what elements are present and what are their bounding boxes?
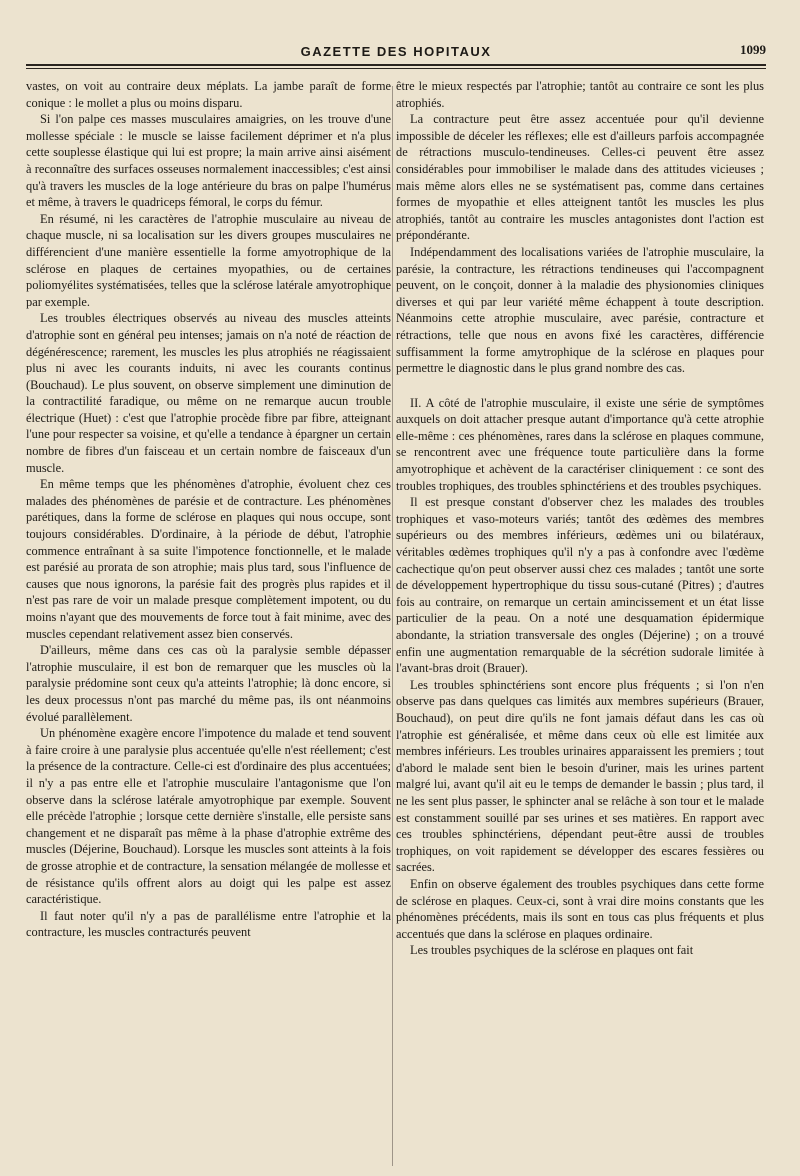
paragraph: Indépendamment des localisations variées de l'atrophie musculaire, la parésie, la contracture, les rétractions tendineuses qui l'accompagnent peuvent, on le conçoit, donner à la maladie des physionomies cliniques diverses et qui par leur variété même échappent à toute description. Néanmoins cette atrophie musculaire, avec parésie, contracture et rétractions, telle que nous en avons fixé les caractères, différencie suffisamment la forme amytrophique de la sclérose en plaques pour permettre le diagnostic dans le plus grand nombre des cas. xyxy=(396,244,764,376)
paragraph: vastes, on voit au contraire deux méplats. La jambe paraît de forme conique : le mollet a plus ou moins disparu. xyxy=(26,79,391,110)
section-paragraph: II. A côté de l'atrophie musculaire, il existe une série de symptômes auxquels on doit attacher presque autant d'importance qu'à cette atrophie elle-même : ces phénomènes, rares dans la sclérose en plaques commune, se rencontrent avec une fréquence toute particulière dans la forme amyotrophique et achèvent de la caractériser cliniquement : ce sont des troubles trophiques, des troubles sphinctériens et des troubles psychiques. xyxy=(396,395,764,493)
paragraph: En même temps que les phénomènes d'atrophie, évoluent chez ces malades des phénomènes de parésie et de contracture. Les phénomènes parétiques, dans la forme de sclérose en plaques qui nous occupe, sont toujours considérables. D'ordinaire, à la période de début, l'atrophie commence entraînant à sa suite l'impotence fonctionnelle, et le malade est parésié au prorata de son atrophie; mais plus tard, sous l'influence de causes que nous ignorons, la parésie fait des progrès plus rapides et il n'est pas rare de voir un malade presque complètement impotent, ou du moins n'ayant que des mouvements de force tout à fait minime, avec des muscles cependant relativement assez bien conservés. xyxy=(26,477,391,641)
paragraph: La contracture peut être assez accentuée pour qu'il devienne impossible de déceler les réflexes; elle est d'ailleurs parfois accompagnée de rétractions musculo-tendineuses. Celles-ci peuvent être assez considérables pour immobiliser le malade dans des attitudes vicieuses ; mais même alors elles ne se systématisent pas, comme dans certaines formes de myopathie et elles atteignent tantôt les muscles les plus atrophiés, tantôt au contraire les muscles antagonistes dont l'action est prépondérante. xyxy=(396,112,764,243)
page-number: 1099 xyxy=(740,42,766,57)
paragraph: Il est presque constant d'observer chez les malades des troubles trophiques et vaso-moteurs variés; tantôt des œdèmes des membres supérieurs ou des membres inférieurs, œdèmes uni ou bilatéraux, véritables œdèmes trophiques qu'il n'y a pas à confondre avec l'œdème cachectique qu'on peut observer aussi chez ces malades ; tantôt une sorte de développement hypertrophique du tissu sous-cutané (Pitres) ; d'autres fois au contraire, on remarque un certain amincissement et un état lisse particulier de la peau. On a noté une desquamation épidermique abondante, la striation transversale des ongles (Déjerine) ; on a trouvé enfin une augmentation remarquable de la sécrétion sudorale limitée à l'avant-bras droit (Brauer). xyxy=(396,495,764,676)
paragraph: En résumé, ni les caractères de l'atrophie musculaire au niveau de chaque muscle, ni sa localisation sur les divers groupes musculaires ne différencient d'une manière essentielle la forme amyotrophique de la sclérose en plaques de certaines myopathies, ou de certaines poliomyélites systématisées, telles que la sclérose latérale amyotrophique par exemple. xyxy=(26,211,391,309)
page-header xyxy=(26,36,766,64)
paragraph: D'ailleurs, même dans ces cas où la paralysie semble dépasser l'atrophie musculaire, il est bon de remarquer que les muscles où la paralysie prédomine sont ceux qu'a atteints l'atrophie; là donc encore, si les deux processus n'ont pas marché du même pas, ils ont néanmoins évolué parallèlement. xyxy=(26,643,391,724)
paragraph: Les troubles électriques observés au niveau des muscles atteints d'atrophie sont en général peu intenses; jamais on n'a noté de réaction de dégénérescence; rarement, les muscles les plus atrophiés ne réagissaient plus ni avec les courants induits, ni avec les courants continus (Bouchaud). Le plus souvent, on observe simplement une diminution de la contractilité faradique, ou même on ne remarque aucun trouble électrique (Huet) : c'est que l'atrophie procède fibre par fibre, atteignant l'une pour respecter sa voisine, et qu'elle a tendance à épargner un certain nombre de fibres d'un faisceau et un certain nombre de faisceaux d'un muscle. xyxy=(26,311,391,475)
left-column xyxy=(26,78,391,941)
paragraph: Les troubles psychiques de la sclérose en plaques ont fait xyxy=(410,943,694,958)
paragraph: Enfin on observe également des troubles psychiques dans cette forme de sclérose en plaques. Ceux-ci, sont à vrai dire moins constants que les phénomènes précédents, mais ils sont en tous cas plus fréquents et plus accentués que dans la sclérose en plaques ordinaire. xyxy=(396,876,764,941)
paragraph: Si l'on palpe ces masses musculaires amaigries, on les trouve d'une mollesse spéciale : le muscle se laisse facilement déprimer et n'a plus cette souplesse élastique qui lui est propre; la main arrive ainsi aisément à reconnaître des surfaces osseuses normalement inaccessibles; c'est ainsi qu'à travers les muscles de la loge antérieure du bras on palpe l'humérus et même, à travers le quadriceps fémoral, le corps du fémur. xyxy=(26,112,391,210)
paragraph: Les troubles sphinctériens sont encore plus fréquents ; si l'on n'en observe pas dans quelques cas limités aux membres supérieurs (Brauer, Bouchaud), on peut dire qu'ils ne font jamais défaut dans les cas où l'atrophie est généralisée, et même dans ceux où elle est limitée aux membres inférieurs. Les troubles urinaires apparaissent les premiers ; tout d'abord le malade sent bien le besoin d'uriner, mais les urines partent malgré lui, avant qu'il ait eu le temps de demander le bassin ; plus tard, il ne les sent plus passer, le sphincter anal se relâche à son tour et le malade est constamment souillé par ses urines et ses matières. En rapport avec ces troubles sphinctériens, dépendant peut-être aussi de troubles trophiques, on voit rapidement se développer des escares fessières ou sacrées. xyxy=(396,677,764,875)
journal-title: GAZETTE DES HOPITAUX xyxy=(300,44,492,59)
column-divider xyxy=(392,86,393,1166)
paragraph: Il faut noter qu'il n'y a pas de parallélisme entre l'atrophie et la contracture, les muscles contracturés peuvent xyxy=(26,908,391,940)
paragraph: Un phénomène exagère encore l'impotence du malade et tend souvent à faire croire à une paralysie plus accentuée qu'elle n'est réellement; c'est la présence de la contracture. Celle-ci est d'ordinaire des plus accentuées; il n'y a pas entre elle et l'atrophie musculaire l'antagonisme que l'on observe dans la sclérose latérale amyotrophique par exemple. Souvent elle précède l'atrophie ; lorsque cette dernière s'installe, elle persiste sans changement et ne disparaît pas même à la phase d'atrophie extrême des muscles (Déjerine, Bouchaud). Lorsque les muscles sont atteints à la fois de grosse atrophie et de contracture, la sensation mélangée de mollesse et de résistance qu'ils offrent alors au doigt qui les palpe est assez caractéristique. xyxy=(26,726,391,907)
right-column xyxy=(396,78,764,959)
header-rule xyxy=(26,64,766,69)
paragraph: être le mieux respectés par l'atrophie; tantôt au contraire ce sont les plus atrophiés. xyxy=(396,79,764,110)
